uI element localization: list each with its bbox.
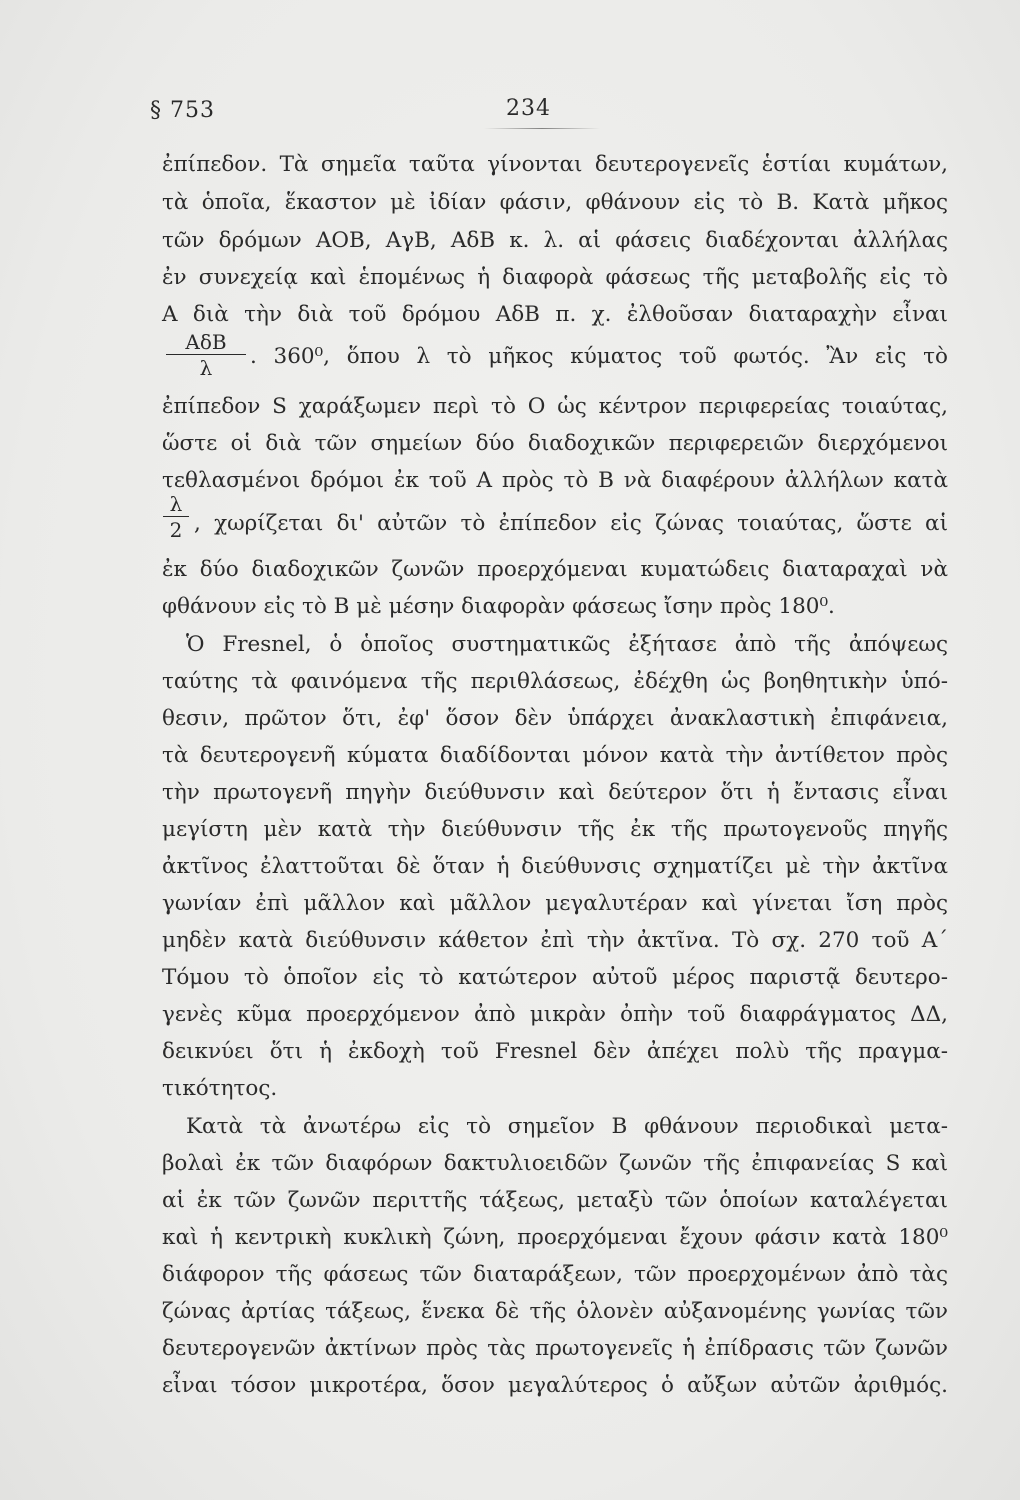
text-line: τικότητος. <box>162 1076 278 1101</box>
paragraph-first-line: Κατὰ τὰ ἀνωτέρω εἰς τὸ σημεῖον Β φθάνουν περιοδικαὶ μετα- <box>186 1114 948 1139</box>
text-line: Τόμου τὸ ὁποῖον εἰς τὸ κατώτερον αὐτοῦ μέρος παριστᾷ δευτερο- <box>162 965 948 990</box>
text-line: ἐν συνεχείᾳ καὶ ἑπομένως ἡ διαφορὰ φάσεως τῆς μεταβολῆς εἰς τὸ <box>162 265 948 290</box>
text-line: ἐπίπεδον. Τὰ σημεῖα ταῦτα γίνονται δευτερογενεῖς ἑστίαι κυμάτων, <box>162 152 948 177</box>
fraction-denominator: λ <box>199 356 213 380</box>
text-line: ἀκτῖνος ἐλαττοῦται δὲ ὅταν ἡ διεύθυνσις σχηματίζει μὲ τὴν ἀκτῖνα <box>162 854 948 879</box>
text-line: τεθλασμένοι δρόμοι ἐκ τοῦ Α πρὸς τὸ Β νὰ διαφέρουν ἀλλήλων κατὰ <box>162 468 948 493</box>
text-line: ὥστε οἱ διὰ τῶν σημείων δύο διαδοχικῶν περιφερειῶν διερχόμενοι <box>162 431 948 456</box>
text-line: βολαὶ ἐκ τῶν διαφόρων δακτυλιοειδῶν ζωνῶν τῆς ἐπιφανείας S καὶ <box>162 1151 948 1176</box>
text-line: μεγίστη μὲν κατὰ τὴν διεύθυνσιν τῆς ἐκ τῆς πρωτογενοῦς πηγῆς <box>162 817 948 842</box>
paragraph-first-line: Ὁ Fresnel, ὁ ὁποῖος συστηματικῶς ἐξήτασε ἀπὸ τῆς ἀπόψεως <box>186 632 948 657</box>
text-line: τὰ δευτερογενῆ κύματα διαδίδονται μόνον κατὰ τὴν ἀντίθετον πρὸς <box>162 743 948 768</box>
section-number: § 753 <box>150 98 215 123</box>
text-line: ἐπίπεδον S χαράξωμεν περὶ τὸ Ο ὡς κέντρον περιφερείας τοιαύτας, <box>162 394 948 419</box>
text-line: δεικνύει ὅτι ἡ ἐκδοχὴ τοῦ Fresnel δὲν ἀπέχει πολὺ τῆς πραγμα- <box>162 1039 948 1064</box>
text-line: δευτερογενῶν ἀκτίνων πρὸς τὰς πρωτογενεῖς ἡ ἐπίδρασις τῶν ζωνῶν <box>162 1336 948 1361</box>
text-line: γενὲς κῦμα προερχόμενον ἀπὸ μικρὰν ὀπὴν τοῦ διαφράγματος ΔΔ, <box>162 1002 948 1027</box>
text-line: τῶν δρόμων ΑΟΒ, ΑγΒ, ΑδΒ κ. λ. αἱ φάσεις διαδέχονται ἀλλήλας <box>162 228 948 253</box>
text-line: διάφορον τῆς φάσεως τῶν διαταράξεων, τῶν προερχομένων ἀπὸ τὰς <box>162 1262 948 1287</box>
fraction-path-over-wavelength <box>166 330 246 381</box>
text-line: τὴν πρωτογενῆ πηγὴν διεύθυνσιν καὶ δεύτερον ὅτι ἡ ἔντασις εἶναι <box>162 780 948 805</box>
text-line: μηδὲν κατὰ διεύθυνσιν κάθετον ἐπὶ τὴν ἀκτῖνα. Τὸ σχ. 270 τοῦ Α´ <box>162 928 948 953</box>
text-line: εἶναι τόσον μικροτέρα, ὅσον μεγαλύτερος ὁ αὔξων αὐτῶν ἀριθμός. <box>162 1373 948 1398</box>
text-line: . 360⁰, ὅπου λ τὸ μῆκος κύματος τοῦ φωτός. Ἂν εἰς τὸ <box>250 344 948 369</box>
fraction-numerator: λ <box>169 492 183 516</box>
fraction-numerator: ΑδΒ <box>185 330 227 354</box>
text-line: Α διὰ τὴν διὰ τοῦ δρόμου ΑδΒ π. χ. ἐλθοῦσαν διαταραχὴν εἶναι <box>162 302 948 327</box>
header-rule <box>484 128 600 129</box>
text-line: , χωρίζεται δι' αὐτῶν τὸ ἐπίπεδον εἰς ζώνας τοιαύτας, ὥστε αἱ <box>194 511 948 536</box>
text-line: ἐκ δύο διαδοχικῶν ζωνῶν προερχόμεναι κυματώδεις διαταραχαὶ νὰ <box>162 557 948 582</box>
text-line: καὶ ἡ κεντρικὴ κυκλικὴ ζώνη, προερχόμεναι ἔχουν φάσιν κατὰ 180⁰ <box>162 1225 948 1250</box>
text-line: θεσιν, πρῶτον ὅτι, ἐφ' ὅσον δὲν ὑπάρχει ἀνακλαστικὴ ἐπιφάνεια, <box>162 706 948 731</box>
fraction-half-wavelength <box>163 492 189 543</box>
text-line: ταύτης τὰ φαινόμενα τῆς περιθλάσεως, ἐδέχθη ὡς βοηθητικὴν ὑπό- <box>162 669 948 694</box>
text-line: αἱ ἐκ τῶν ζωνῶν περιττῆς τάξεως, μεταξὺ τῶν ὁποίων καταλέγεται <box>162 1188 948 1213</box>
text-line: φθάνουν εἰς τὸ Β μὲ μέσην διαφορὰν φάσεως ἴσην πρὸς 180⁰. <box>162 594 835 619</box>
fraction-denominator: 2 <box>169 518 183 542</box>
text-line: τὰ ὁποῖα, ἕκαστον μὲ ἰδίαν φάσιν, φθάνουν εἰς τὸ Β. Κατὰ μῆκος <box>162 190 948 215</box>
text-line: ζώνας ἀρτίας τάξεως, ἕνεκα δὲ τῆς ὁλονὲν αὐξανομένης γωνίας τῶν <box>162 1299 948 1324</box>
text-line: γωνίαν ἐπὶ μᾶλλον καὶ μᾶλλον μεγαλυτέραν καὶ γίνεται ἴση πρὸς <box>162 891 948 916</box>
page-number: 234 <box>506 96 551 121</box>
